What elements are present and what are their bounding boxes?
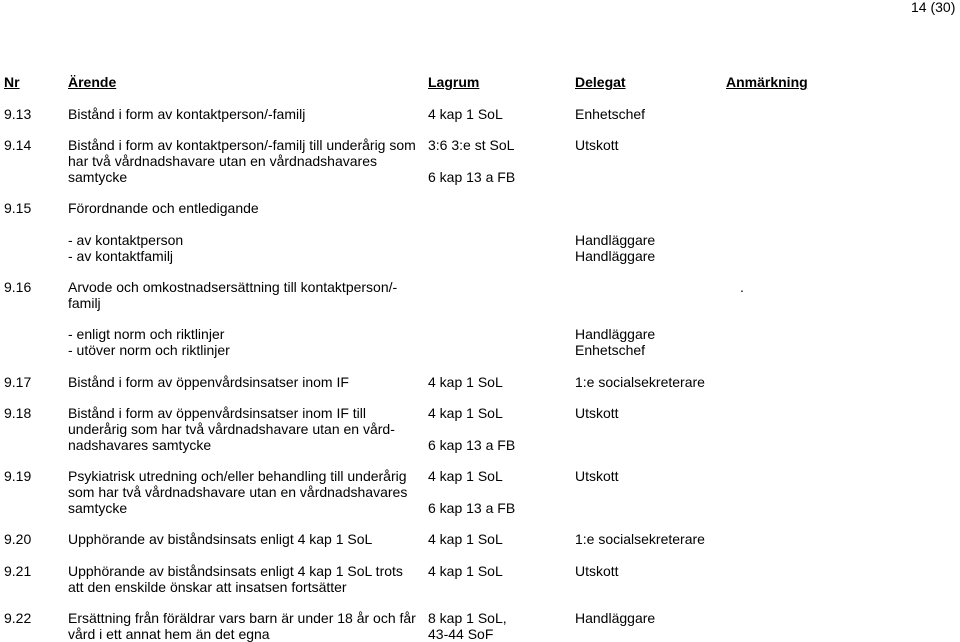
row-nr: 9.16 (4, 279, 32, 295)
row-nr: 9.15 (4, 200, 32, 216)
row-arende: Bistånd i form av kontaktperson/-familj (68, 106, 306, 122)
row-arende: samtycke (68, 500, 128, 516)
row-nr: 9.13 (4, 106, 32, 122)
row-nr: 9.18 (4, 405, 32, 421)
header-anmarkning: Anmärkning (726, 74, 808, 90)
row-lagrum: 8 kap 1 SoL, (428, 610, 507, 626)
row-nr: 9.21 (4, 563, 32, 579)
row-arende: Bistånd i form av kontaktperson/-familj till underårig som (68, 137, 416, 153)
row-lagrum: 4 kap 1 SoL (428, 405, 503, 421)
row-arende: samtycke (68, 169, 128, 185)
row-arende: som har två vårdnadshavare utan en vårdnadshavares (68, 484, 408, 500)
row-lagrum: 4 kap 1 SoL (428, 374, 503, 390)
row-arende: Bistånd i form av öppenvårdsinsatser inom IF till (68, 405, 367, 421)
row-nr: 9.22 (4, 610, 32, 626)
header-nr: Nr (4, 74, 20, 90)
row-anmarkning: . (740, 279, 744, 295)
row-arende: Upphörande av biståndsinsats enligt 4 kap 1 SoL (68, 531, 373, 547)
row-nr: 9.14 (4, 137, 32, 153)
row-lagrum: 4 kap 1 SoL (428, 106, 503, 122)
row-nr: 9.17 (4, 374, 32, 390)
header-delegat: Delegat (575, 74, 626, 90)
row-delegat: Utskott (575, 405, 619, 421)
row-delegat: Enhetschef (575, 106, 646, 122)
row-lagrum: 3:6 3:e st SoL (428, 137, 515, 153)
row-sub-item: - utöver norm och riktlinjer (68, 342, 230, 358)
row-delegat: 1:e socialsekreterare (575, 531, 705, 547)
row-delegat: Utskott (575, 563, 619, 579)
row-delegat: Handläggare (575, 232, 656, 248)
row-delegat: Handläggare (575, 610, 656, 626)
row-delegat: Handläggare (575, 326, 656, 342)
row-delegat: Handläggare (575, 248, 656, 264)
row-arende: har två vårdnadshavare utan en vårdnadshavares (68, 153, 377, 169)
row-arende: nadshavares samtycke (68, 437, 212, 453)
row-arende: Psykiatrisk utredning och/eller behandling till underårig (68, 468, 407, 484)
row-sub-item: - av kontaktperson (68, 232, 184, 248)
row-arende: Ersättning från föräldrar vars barn är under 18 år och får (68, 610, 416, 626)
header-arende: Ärende (68, 74, 117, 90)
row-lagrum: 6 kap 13 a FB (428, 169, 516, 185)
row-delegat: 1:e socialsekreterare (575, 374, 705, 390)
row-nr: 9.20 (4, 531, 32, 547)
row-arende: att den enskilde önskar att insatsen fortsätter (68, 579, 347, 595)
row-nr: 9.19 (4, 468, 32, 484)
row-arende: Bistånd i form av öppenvårdsinsatser inom IF (68, 374, 349, 390)
row-arende: underårig som har två vårdnadshavare utan en vård- (68, 421, 395, 437)
row-delegat: Utskott (575, 468, 619, 484)
row-arende: Förordnande och entledigande (68, 200, 259, 216)
row-delegat: Enhetschef (575, 342, 646, 358)
row-lagrum: 6 kap 13 a FB (428, 500, 516, 516)
row-arende: Arvode och omkostnadsersättning till kontaktperson/- (68, 279, 398, 295)
row-arende: familj (68, 295, 101, 311)
row-delegat: Utskott (575, 137, 619, 153)
row-sub-item: - av kontaktfamilj (68, 248, 174, 264)
row-arende: Upphörande av biståndsinsats enligt 4 kap 1 SoL trots (68, 563, 403, 579)
row-sub-item: - enligt norm och riktlinjer (68, 326, 225, 342)
row-lagrum: 4 kap 1 SoL (428, 563, 503, 579)
row-lagrum: 4 kap 1 SoL (428, 531, 503, 547)
page-number: 14 (30) (911, 0, 956, 15)
row-lagrum: 43-44 SoF (428, 626, 494, 642)
header-lagrum: Lagrum (428, 74, 480, 90)
row-lagrum: 4 kap 1 SoL (428, 468, 503, 484)
row-arende: vård i ett annat hem än det egna (68, 626, 270, 642)
row-lagrum: 6 kap 13 a FB (428, 437, 516, 453)
